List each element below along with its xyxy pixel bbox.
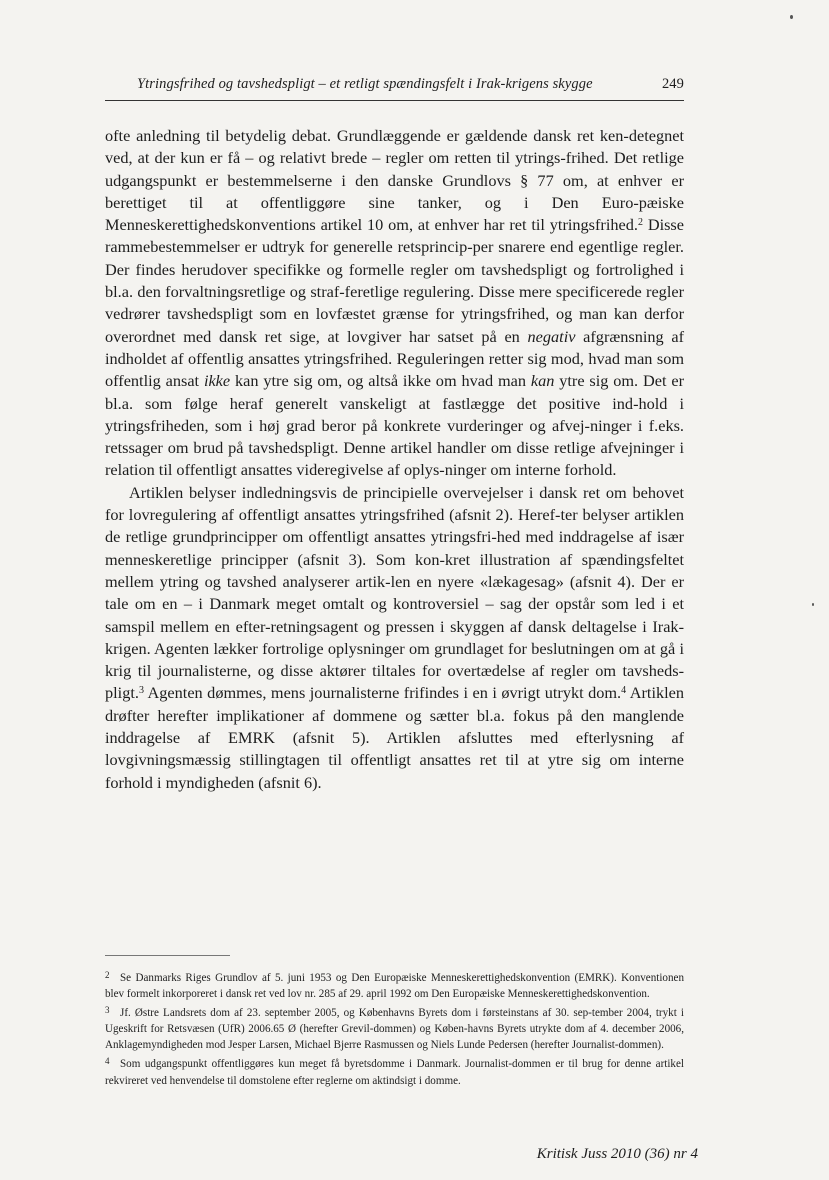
paragraph [105, 482, 684, 794]
text-run: Artiklen drøfter herefter implikationer af dommene og sætter bl.a. fokus på den manglende inddragelse af EMRK (afsnit 5). Artiklen afsluttes med efterlysning af lovgivningsmæssig stillingtagen til offentligt ansattes ret til at ytre sig om interne forhold i myndigheden (afsnit 6). [105, 683, 684, 792]
text-run: afgrænsning af indholdet af offentlig ansattes ytringsfrihed. Reguleringen retter sig mod, hvad man som offentlig ansat [105, 326, 685, 391]
footnote-number: 3 [105, 1005, 110, 1016]
running-title: Ytringsfrihed og tavshedspligt – et retligt spændingsfelt i Irak-krigens skygge [137, 76, 593, 92]
footnote [105, 1002, 684, 1053]
text-run: kan ytre sig om, og altså ikke om hvad man [230, 371, 531, 391]
text-run: Disse rammebestemmelser er udtryk for generelle retsprincip-per snarere end egentlige regler. Der findes herudover specifikke og formelle regler om tavshedspligt og fortrolighed i bl.a. den forvaltningsretlige og straf-feretlige regulering. Disse mere specificerede regler vedrører tavshedspligt som en lovfæstet grænse for ytringsfrihed, og man kan derfor overordnet med dansk ret sige, at lovgiver har satset på en [105, 215, 684, 346]
emphasis: ikke [203, 371, 231, 391]
footnote [105, 967, 684, 1002]
footnote-text: Jf. Østre Landsrets dom af 23. september 2005, og Københavns Byrets dom i førsteinstans af 30. sep-tember 2004, trykt i Ugeskrift for Retsvæsen (UfR) 2006.65 Ø (herefter Grevil-dommen) og Køben-havns Byrets utrykte dom af 4. december 2006, Anklagemyndigheden mod Jesper Larsen, Michael Bjerre Rasmussen og Niels Lunde Pedersen (herefter Journalist-dommen). [105, 1007, 684, 1052]
footnote-ref: 3 [138, 685, 144, 697]
footnote [105, 1053, 684, 1088]
footnotes [105, 967, 684, 1089]
footnote-text: Se Danmarks Riges Grundlov af 5. juni 1953 og Den Europæiske Menneskerettighedskonvention (EMRK). Konventionen blev formelt inkorporeret i dansk ret ved lov nr. 285 af 29. april 1992 om Den Europæiske Menneskerettighedskonvention. [105, 972, 684, 1001]
paragraph [105, 125, 684, 482]
text-run: ofte anledning til betydelig debat. Grundlæggende er gældende dansk ret ken-detegnet ved, at der kun er få – og relativt brede – regler om retten til ytrings-frihed. Det retlige udgangspunkt er bestemmelserne i den danske Grundlovs § 77 om, at enhver er berettiget til at offentliggøre sine tanker, og i Den Euro-pæiske Menneskerettighedskonventions artikel 10 om, at enhver har ret til ytringsfrihed. [105, 126, 684, 235]
footnote-text: Som udgangspunkt offentliggøres kun meget få byretsdomme i Danmark. Journalist-dommen er til brug for denne artikel rekvireret ved henvendelse til domstolene efter reglerne om aktindsigt i domme. [105, 1058, 684, 1087]
article-body [105, 125, 684, 794]
journal-footer: Kritisk Juss 2010 (36) nr 4 [536, 1146, 698, 1162]
page-number: 249 [661, 76, 684, 92]
footnote-divider [105, 955, 230, 956]
footnote-number: 2 [105, 970, 110, 980]
footnote-ref: 2 [637, 217, 643, 229]
emphasis: negativ [527, 326, 576, 346]
text-run: Artiklen belyser indledningsvis de principielle overvejelser i dansk ret om behovet for lovregulering af offentligt ansattes ytringsfrihed (afsnit 2). Heref-ter belyser artiklen de retlige grundprincipper om offentligt ansattes ytringsfri-hed med inddragelse af især menneskeretlige principper (afsnit 3). Som kon-kret illustration af spændingsfeltet mellem ytring og tavshed analyserer artik-len en nyere «lækagesag» (afsnit 4). Der er tale om en – i Danmark meget omtalt og kontroversiel – sag der opstår som led i et samspil mellem en efter-retningsagent og pressen i skyggen af dansk deltagelse i Irak-krigen. Agenten lækker fortrolige oplysninger om grundlaget for beslutningen om at gå i krig til journalisterne, og disse aktører tiltales for overtædelse af regler om tavsheds-pligt. [105, 482, 684, 703]
footnote-number: 4 [105, 1056, 110, 1067]
text-run: ytre sig om. Det er bl.a. som følge heraf generelt vanskeligt at fastlægge det positive ind-hold i ytringsfriheden, som i høj grad beror på konkrete vurderinger og afvej-ninger i f.eks. retssager om brud på tavshedspligt. Denne artikel handler om disse retlige afvejninger i relation til offentligt ansattes videregivelse af oplys-ninger om interne forhold. [105, 371, 684, 480]
header-divider [105, 100, 684, 101]
scan-speck [790, 15, 793, 19]
text-run: Agenten dømmes, mens journalisterne frifindes i en i øvrigt utrykt dom. [143, 683, 622, 703]
footnote-ref: 4 [621, 685, 627, 697]
emphasis: kan [530, 371, 555, 391]
scan-speck [812, 603, 814, 606]
